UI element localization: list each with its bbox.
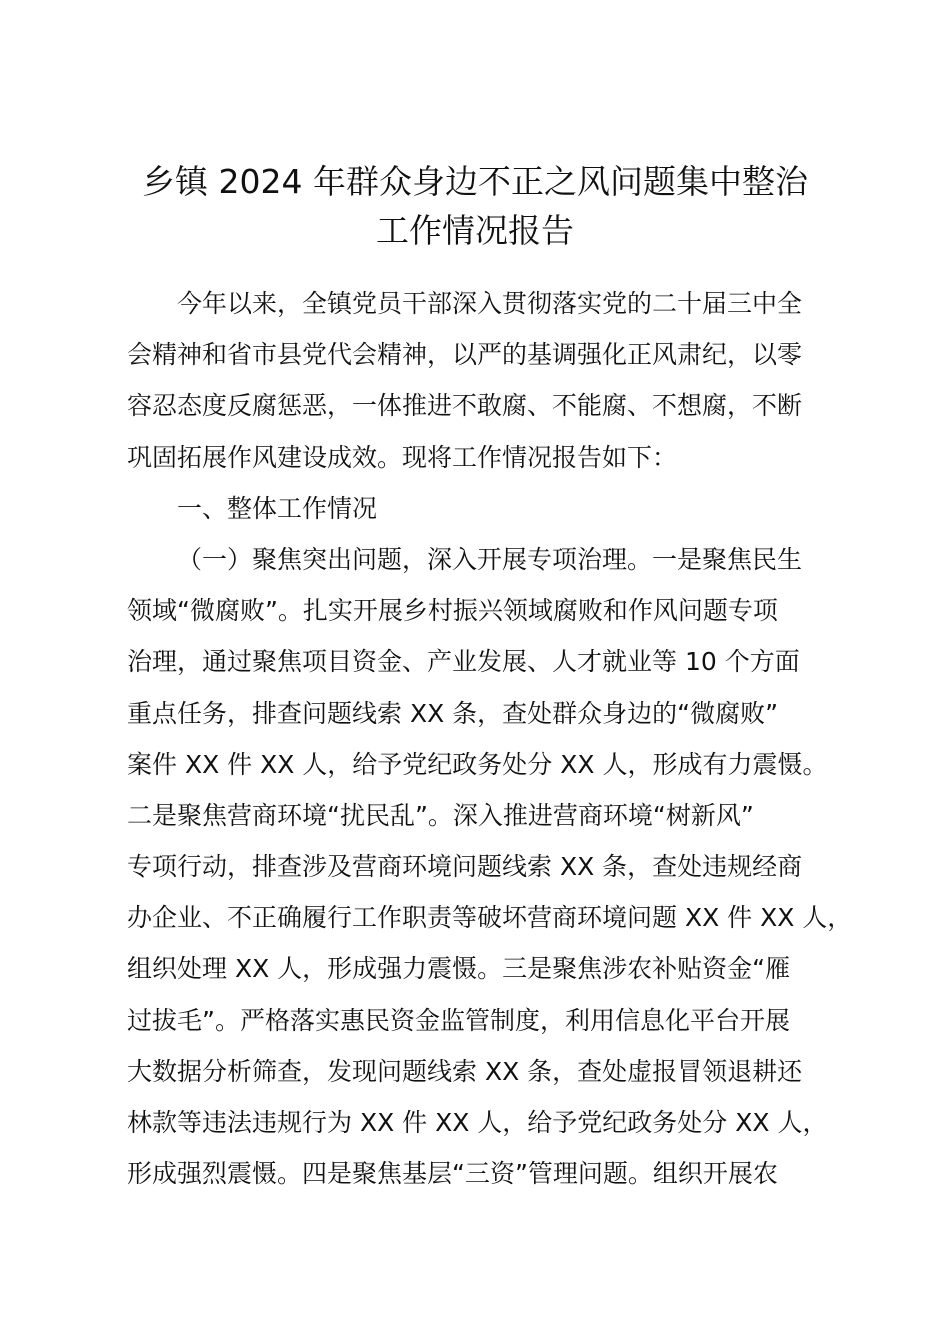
section-line: 二是聚焦营商环境“扰民乱”。深入推进营商环境“树新风” — [127, 800, 754, 830]
section-line: 治理，通过聚焦项目资金、产业发展、人才就业等 10 个方面 — [127, 647, 800, 677]
section-line: 林款等违法违规行为 XX 件 XX 人，给予党纪政务处分 XX 人， — [127, 1108, 828, 1137]
section-line: 组织处理 XX 人，形成强力震慑。三是聚焦涉农补贴资金“雁 — [127, 954, 791, 984]
section-line: 重点任务，排查问题线索 XX 条，查处群众身边的“微腐败” — [127, 698, 779, 728]
intro-line: 巩固拓展作风建设成效。现将工作情况报告如下： — [127, 442, 678, 472]
section-line: 案件 XX 件 XX 人，给予党纪政务处分 XX 人，形成有力震慑。 — [127, 749, 828, 779]
intro-line: 今年以来，全镇党员干部深入贯彻落实党的二十届三中全 — [177, 289, 803, 318]
section-line: 专项行动，排查涉及营商环境问题线索 XX 条，查处违规经商 — [127, 852, 803, 882]
section-line: 形成强烈震慑。四是聚焦基层“三资”管理问题。组织开展农 — [127, 1159, 778, 1189]
title-line-2: 工作情况报告 — [376, 211, 574, 250]
intro-line: 会精神和省市县党代会精神，以严的基调强化正风肃纪，以零 — [127, 340, 803, 370]
intro-line: 容忍态度反腐惩恶，一体推进不敢腐、不能腐、不想腐，不断 — [127, 391, 803, 421]
section-line: 大数据分析筛查，发现问题线索 XX 条，查处虚报冒领退耕还 — [127, 1056, 803, 1086]
title-line-1: 乡镇 2024 年群众身边不正之风问题集中整治 — [142, 162, 808, 201]
section-line: （一）聚焦突出问题，深入开展专项治理。一是聚焦民生 — [177, 544, 803, 574]
document-body — [127, 278, 855, 1199]
section-line: 办企业、不正确履行工作职责等破坏营商环境问题 XX 件 XX 人， — [127, 903, 853, 933]
section-line: 过拔毛”。严格落实惠民资金监管制度，利用信息化平台开展 — [127, 1005, 790, 1035]
document-title — [100, 157, 850, 255]
section-line: 领域“微腐败”。扎实开展乡村振兴领域腐败和作风问题专项 — [127, 596, 778, 626]
section-heading: 一、整体工作情况 — [177, 493, 378, 523]
